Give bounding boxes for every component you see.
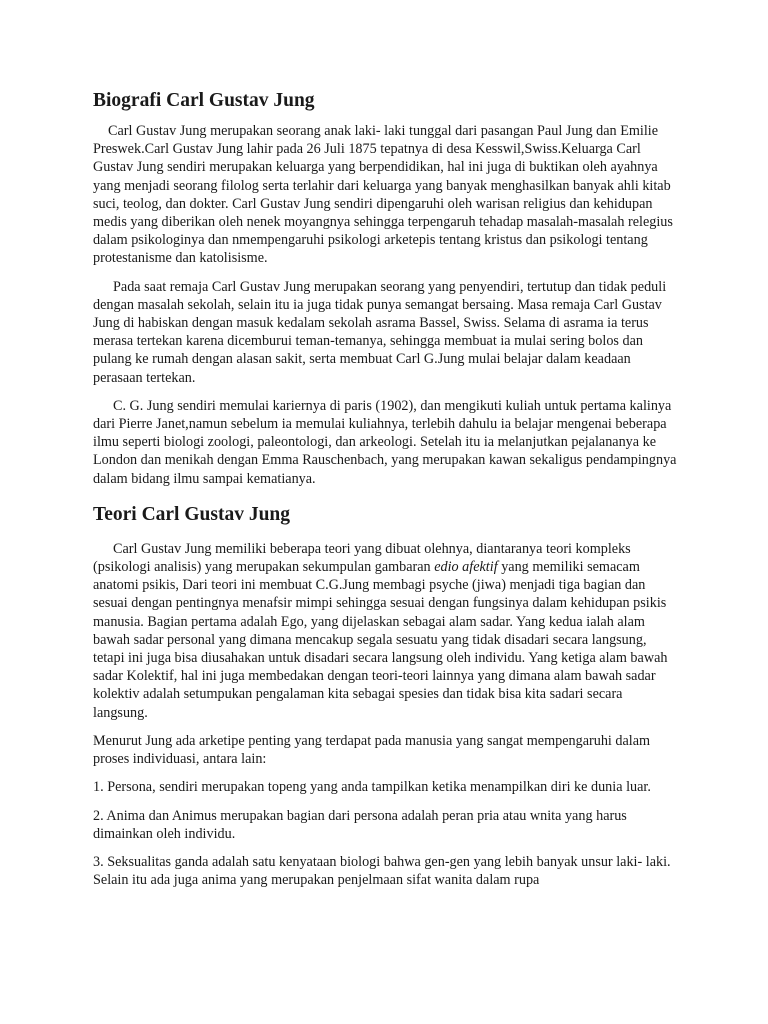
section-title-theory: Teori Carl Gustav Jung [93,503,291,525]
theory-paragraph-1 [93,540,678,722]
theory-paragraph-1-start: Carl Gustav Jung memiliki beberapa teori yang dibuat olehnya, diantaranya teori kompleks (psikologi analisis) yang merupakan sekumpulan gambaran [93,540,631,576]
list-item-seksualitas: 3. Seksualitas ganda adalah satu kenyataan biologi bahwa gen-gen yang lebih banyak unsur laki- laki. Selain itu ada juga anima yang merupakan penjelmaan sifat wanita dalam rupa [93,853,671,889]
bio-paragraph-1: Carl Gustav Jung merupakan seorang anak laki- laki tunggal dari pasangan Paul Jung dan Emilie Preswek.Carl Gustav Jung lahir pada 26 Juli 1875 tepatnya di desa Kesswil,Swiss.Keluarga Carl Gustav Jung sendiri merupakan keluarga yang berpendidikan, hal ini juga di buktikan oleh ayahnya yang menjadi seorang filolog serta terlahir dari keluarga yang banyak menghasilkan banyak ahli kitab suci, teolog, dan dokter. Carl Gustav Jung sendiri dipengaruhi oleh warisan religius dan kehidupan medis yang diberikan oleh nenek moyangnya sehingga terpengaruh tehadap masalah-masalah relegius dalam psikologinya dan nmempengaruhi psikologi arketepis tentang kristus dan psikologi tentang protestanisme dan katolisisme. [93,123,673,267]
list-item-persona: 1. Persona, sendiri merupakan topeng yang anda tampilkan ketika menampilkan diri ke dunia luar. [93,779,651,796]
bio-paragraph-3: C. G. Jung sendiri memulai kariernya di paris (1902), dan mengikuti kuliah untuk pertama kalinya dari Pierre Janet,namun sebelum ia memulai kuliahnya, terlebih dahulu ia belajar mengenai beberapa ilmu seperti biologi zoologi, paleontologi, dan arkeologi. Setelah itu ia melanjutkan pejalananya ke London dan menikah dengan Emma Rauschenbach, yang merupakan kawan sekaligus pendampingnya dalam bidang ilmu sampai kematianya. [93,397,677,487]
list-item-anima-animus: 2. Anima dan Animus merupakan bagian dari persona adalah peran pria atau wnita yang harus dimainkan oleh individu. [93,807,627,842]
theory-paragraph-2: Menurut Jung ada arketipe penting yang terdapat pada manusia yang sangat mempengaruhi dalam proses individuasi, antara lain: [93,732,651,768]
theory-paragraph-1-end: yang memiliki semacam anatomi psikis, Dari teori ini membuat C.G.Jung membagi psyche (jiwa) menjadi tiga bagian dan sesuai dengan pentingnya menafsir mimpi sehingga sesuai dengan fungsinya dalam kehidupan psikis manusia. Bagian pertama adalah Ego, yang dijelaskan sebagai alam sadar. Yang kedua ialah alam bawah sadar personal yang dimana mencakup segala sesuatu yang tidak disadari secara langsung, tetapi ini juga bisa diusahakan untuk disadari secara langsung oleh individu. Yang ketiga alam bawah sadar Kolektif, hal ini juga membedakan dengan teori-teori lainnya yang dimana alam bawah sadar kolektiv adalah setumpukan pengalaman kita sebagai spesies dan tidak bisa kita sadari secara langsung. [93,559,668,721]
document-title: Biografi Carl Gustav Jung [93,90,315,111]
bio-paragraph-2: Pada saat remaja Carl Gustav Jung merupakan seorang yang penyendiri, tertutup dan tidak peduli dengan masalah sekolah, selain itu ia juga tidak punya semangat bersaing. Masa remaja Carl Gustav Jung di habiskan dengan masuk kedalam sekolah asrama Bassel, Swiss. Selama di asrama ia terus merasa tertekan karena dicemburui teman-temanya, sehingga membuat ia mulai sering bolos dan pulang ke rumah dengan alasan sakit, serta membuat Carl G.Jung mulai belajar dalam keadaan perasaan tertekan. [93,278,667,386]
theory-paragraph-1-italic: edio afektif [434,559,498,576]
